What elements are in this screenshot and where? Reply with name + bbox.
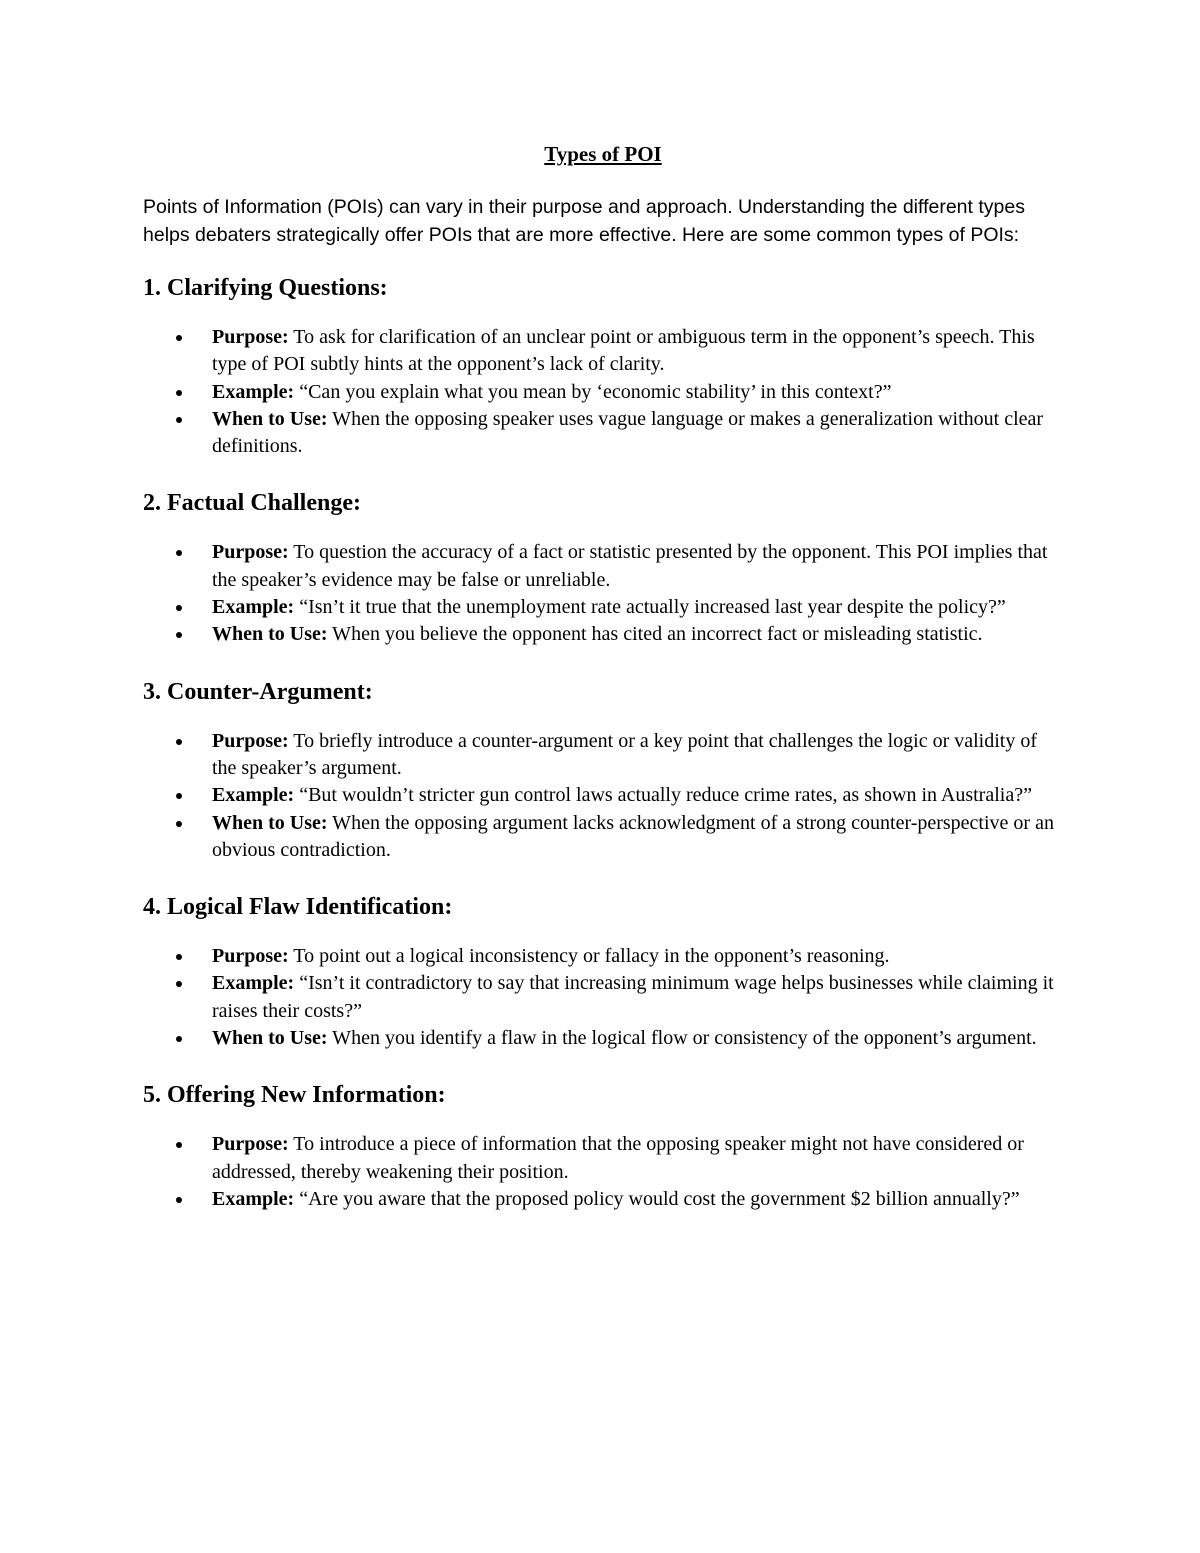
bullet-text: To ask for clarification of an unclear point or ambiguous term in the opponent’s speech. This type of POI subtly hints at the opponent’s lack of clarity. [212, 326, 1035, 376]
bullet-label: Purpose: [212, 541, 289, 564]
document-page [143, 140, 1063, 1241]
bullet-text: When the opposing argument lacks acknowledgment of a strong counter-perspective or an obvious contradiction. [212, 811, 1054, 861]
bullet-item-purpose [143, 1131, 1063, 1186]
bullet-label: Example: [212, 596, 295, 619]
document-title: Types of POI [544, 142, 662, 166]
section-heading: 1. Clarifying Questions: [143, 275, 388, 301]
bullet-text: To briefly introduce a counter-argument or a key point that challenges the logic or validity of the speaker’s argument. [212, 729, 1038, 779]
bullet-item-when-to-use [143, 810, 1063, 865]
bullet-list [143, 943, 1063, 1052]
section-heading: 2. Factual Challenge: [143, 490, 361, 517]
bullet-item-example [143, 1186, 1063, 1213]
bullet-label: Purpose: [212, 729, 289, 752]
bullet-item-when-to-use [143, 1025, 1063, 1052]
section-heading: 3. Counter-Argument: [143, 678, 373, 705]
bullet-label: When to Use: [212, 407, 328, 430]
bullet-item-purpose [143, 324, 1063, 379]
intro-paragraph: Points of Information (POIs) can vary in their purpose and approach. Understanding the different types helps debaters strategically offer POIs that are more effective. Here are some common types of POIs: [143, 196, 1025, 246]
bullet-text: When the opposing speaker uses vague language or makes a generalization without clear definitions. [212, 407, 1044, 458]
bullet-item-example [143, 379, 1063, 406]
bullet-label: Example: [212, 1187, 295, 1210]
bullet-label: Purpose: [212, 1133, 289, 1156]
section-clarifying-questions [143, 273, 1063, 460]
bullet-label: Example: [212, 972, 295, 995]
bullet-text: When you believe the opponent has cited an incorrect fact or misleading statistic. [327, 623, 983, 646]
bullet-text: “But wouldn’t stricter gun control laws actually reduce crime rates, as shown in Australia?” [294, 784, 1032, 807]
bullet-list [143, 728, 1063, 864]
bullet-label: When to Use: [212, 623, 328, 646]
bullet-label: When to Use: [212, 1027, 328, 1050]
bullet-text: “Can you explain what you mean by ‘economic stability’ in this context?” [294, 380, 892, 403]
bullet-item-when-to-use [143, 406, 1063, 461]
bullet-item-example [143, 782, 1063, 809]
bullet-list [143, 324, 1063, 460]
section-factual-challenge [143, 488, 1063, 648]
bullet-text: When you identify a flaw in the logical flow or consistency of the opponent’s argument. [327, 1027, 1037, 1050]
bullet-label: Example: [212, 380, 295, 403]
bullet-label: Purpose: [212, 945, 289, 968]
bullet-item-when-to-use [143, 621, 1063, 648]
bullet-text: “Isn’t it true that the unemployment rate actually increased last year despite the policy?” [294, 596, 1006, 619]
bullet-item-purpose [143, 728, 1063, 783]
bullet-label: Purpose: [212, 326, 289, 348]
bullet-list [143, 1131, 1063, 1213]
bullet-text: “Are you aware that the proposed policy would cost the government $2 billion annually?” [294, 1187, 1020, 1210]
section-heading: 5. Offering New Information: [143, 1082, 446, 1109]
bullet-list [143, 539, 1063, 648]
bullet-text: “Isn’t it contradictory to say that increasing minimum wage helps businesses while claiming it raises their costs?” [212, 972, 1054, 1022]
section-logical-flaw-identification [143, 892, 1063, 1052]
bullet-item-example [143, 970, 1063, 1025]
bullet-item-example [143, 594, 1063, 621]
bullet-text: To point out a logical inconsistency or fallacy in the opponent’s reasoning. [288, 945, 890, 968]
bullet-text: To question the accuracy of a fact or statistic presented by the opponent. This POI implies that the speaker’s evidence may be false or unreliable. [212, 541, 1048, 591]
bullet-item-purpose [143, 943, 1063, 970]
bullet-label: Example: [212, 784, 295, 807]
section-heading: 4. Logical Flaw Identification: [143, 894, 453, 921]
section-offering-new-information [143, 1080, 1063, 1213]
bullet-item-purpose [143, 539, 1063, 594]
bullet-text: To introduce a piece of information that the opposing speaker might not have considered or addressed, thereby weakening their position. [212, 1133, 1024, 1183]
bullet-label: When to Use: [212, 811, 328, 834]
section-counter-argument [143, 677, 1063, 864]
